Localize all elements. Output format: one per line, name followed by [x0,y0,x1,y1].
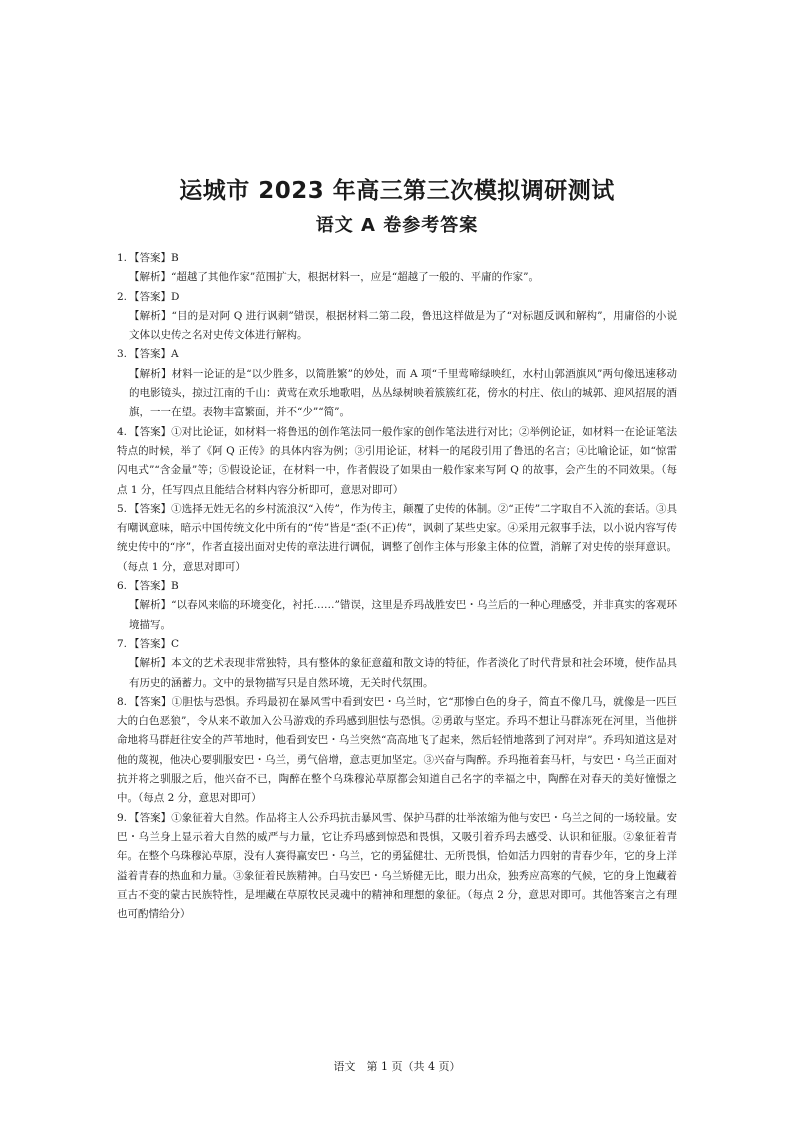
answer-text: 【答案】①选择无姓无名的乡村流浪汉“入传”，作为传主，颠覆了史传的体制。②“正传”二字取自不入流的套话。③具有嘲讽意味，暗示中国传统文化中所有的“传”皆是“歪(不正)传”，讽刺了某些史家。④采用元叙事手法，以小说内容写传统史传中的“序”，作者直接出面对史传的章法进行调侃，调整了创作主体与形象主体的位置，消解了对史传的崇拜意识。（每点 1 分，意思对即可） [117,502,677,573]
question-number: 1. [117,252,128,264]
answer-item-4 [117,423,677,500]
answer-item-5 [117,500,677,577]
answer-text: 【答案】①对比论证，如材料一将鲁迅的创作笔法同一般作家的创作笔法进行对比；②举例论证，如材料一在论证笔法特点的时候，举了《阿 Q 正传》的具体内容为例；③引用论证，材料一的尾段引用了鲁迅的名言；④比喻论证，如“惊雷闪电式”“含金量”等；⑤假设论证，在材料一中，作者假设了如果由一般作家来写阿 Q 的故事，会产生的不同效果。（每点 1 分，任写四点且能结合材料内容分析即可，意思对即可） [117,425,677,496]
page-title: 运城市 2023 年高三第三次模拟调研测试 [179,178,615,204]
answer-line [117,249,677,268]
answer-line [117,288,677,307]
question-number: 7. [117,637,128,650]
analysis-text: 【解析】材料一论证的是“以少胜多，以简胜繁”的妙处，而 A 项“千里莺啼绿映红，水村山郭酒旗风”两句像迅速移动的电影镜头，掠过江南的千山：黄莺在欢乐地歌唱，丛丛绿树映着簇簇红花，傍水的村庄、依山的城郭、迎风招展的酒旗，一一在望。表物丰富繁面，并不“少”“简”。 [129,367,677,419]
answer-text: 【答案】①胆怯与恐惧。乔玛最初在暴风雪中看到安巴・乌兰时，它“那惨白色的身子，简直不像几马，就像是一匹巨大的白色恶狼”，令从来不敢加入公马游戏的乔玛感到胆怯与恐惧。②勇敢与坚定。乔玛不想让马群冻死在河里，当他拼命地将马群赶往安全的芦苇地时，他看到安巴・乌兰突然“高高地飞了起来，然后轻悄地落到了河对岸”。乔玛知道这是对他的蔑视，他决心要驯服安巴・乌兰，勇气倍增，意志更加坚定。③兴奋与陶醉。乔玛拖着套马杆，与安巴・乌兰正面对抗并将之驯服之后，他兴奋不已，陶醉在整个乌珠穆沁草原都会知道自己名字的幸福之中，陶醉在对春天的美好憧憬之中。（每点 2 分，意思对即可） [117,695,677,805]
answer-text-block [117,423,677,500]
answer-line [117,577,677,596]
answer-text-block [117,809,677,925]
answer-text-block [117,693,677,809]
question-number: 3. [117,348,128,361]
page-footer: 语文 第 1 页（共 4 页） [333,1060,461,1073]
answer-line [117,635,677,654]
answer-text: 【答案】D [129,290,180,303]
page-subtitle: 语文 A 卷参考答案 [315,215,479,236]
answer-text: 【答案】C [129,637,180,650]
answer-text-block [117,500,677,577]
answer-item-3 [117,345,677,422]
answer-text: 【答案】①象征着大自然。作品将主人公乔玛抗击暴风雪、保护马群的壮举浓缩为他与安巴・乌兰之间的一场较量。安巴・乌兰身上显示着大自然的威严与力量，它让乔玛感到惊恐和畏惧，又吸引着乔玛去感受、认识和征服。②象征着青年。在整个乌珠穆沁草原，没有人赛得赢安巴・乌兰，它的勇猛健壮、无所畏惧，恰如活力四射的青春少年，它的身上洋溢着青春的热血和力量。③象征着民族精神。白马安巴・乌兰矫健无比，眼力出众，独秀应高寒的气候，它的身上饱藏着亘古不变的蒙古民族特性，是埋藏在草原牧民灵魂中的精神和理想的象征。（每点 2 分，意思对即可。其他答案言之有理也可酌情给分） [117,811,677,921]
answer-item-6 [117,577,677,635]
answer-item-2 [117,288,677,346]
answer-item-9 [117,809,677,925]
analysis-text: 【解析】“以春风来临的环境变化，衬托……”错误，这里是乔玛战胜安巴・乌兰后的一种心理感受，并非真实的客观环境描写。 [129,599,677,631]
answer-text: 【答案】A [129,348,179,361]
analysis-text: 【解析】“超越了其他作家”范围扩大，根据材料一，应是“超越了一般的、平庸的作家”。 [129,271,539,284]
analysis-text: 【解析】本文的艺术表现非常独特，具有整体的象征意蕴和散文诗的特征，作者淡化了时代背景和社会环境，使作品具有历史的涵蓄力。文中的景物描写只是自然环境，无关时代氛围。 [129,657,677,689]
question-number: 2. [117,290,128,303]
question-number: 5. [117,502,128,515]
answer-item-8 [117,693,677,809]
answer-text: 【答案】B [129,580,179,593]
answer-item-7 [117,635,677,693]
question-number: 4. [117,425,128,438]
question-number: 8. [117,695,128,708]
answer-text: 【答案】B [129,252,179,264]
answer-line [117,345,677,364]
question-number: 6. [117,580,128,593]
question-number: 9. [117,811,128,824]
answer-list [117,249,677,924]
answer-item-1 [117,249,677,288]
analysis-text: 【解析】“目的是对阿 Q 进行讽刺”错误，根据材料二第二段，鲁迅这样做是为了“对标题反讽和解构”，用庸俗的小说文体以史传之名对史传文体进行解构。 [129,309,677,342]
